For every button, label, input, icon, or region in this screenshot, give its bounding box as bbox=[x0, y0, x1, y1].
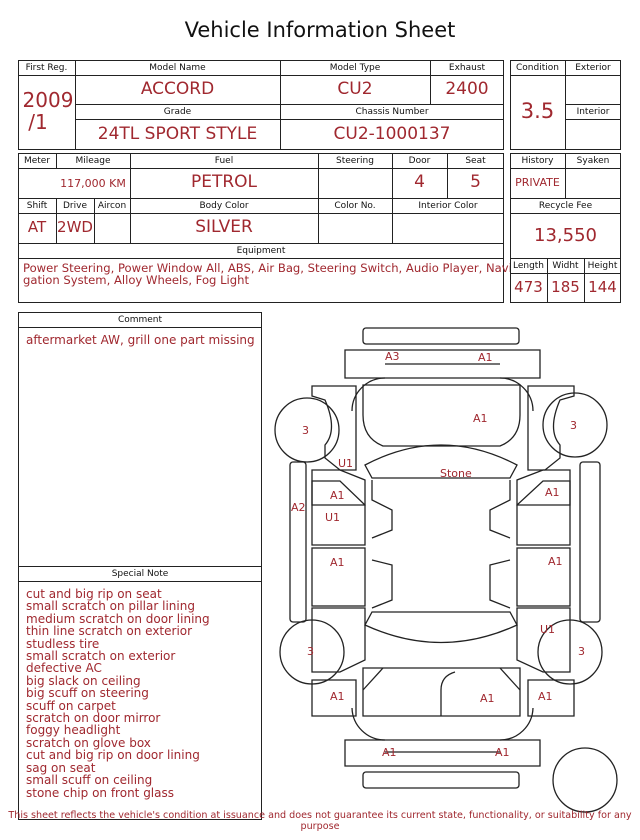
special-note-item: small scratch on pillar lining bbox=[26, 599, 195, 614]
rear-bumper-bar bbox=[363, 772, 519, 788]
mark-wheel-rl: 3 bbox=[307, 645, 314, 658]
first-reg-year: 2009 bbox=[22, 88, 74, 112]
color-no-label: Color No. bbox=[334, 201, 376, 211]
special-note-item: stone chip on front glass bbox=[26, 785, 175, 800]
car-diagram bbox=[270, 320, 640, 840]
chassis-label: Chassis Number bbox=[355, 107, 429, 117]
door-value: 4 bbox=[414, 172, 425, 192]
special-note-item: medium scratch on door lining bbox=[26, 611, 210, 626]
special-note-item: defective AC bbox=[26, 661, 102, 676]
recycle-fee-label: Recycle Fee bbox=[538, 201, 593, 211]
mark-quarter-right: U1 bbox=[540, 623, 556, 636]
mark-trunk: A1 bbox=[480, 692, 495, 705]
body-color-label: Body Color bbox=[199, 201, 249, 211]
mark-door-rr: A1 bbox=[548, 555, 563, 568]
special-note-item: small scratch on exterior bbox=[26, 649, 176, 664]
model-name-value: ACCORD bbox=[140, 79, 215, 99]
width-value: 185 bbox=[551, 278, 580, 296]
right-front-door bbox=[517, 481, 570, 545]
exhaust-label: Exhaust bbox=[448, 63, 486, 73]
chassis-value: CU2-1000137 bbox=[333, 124, 451, 144]
front-fender-right bbox=[528, 386, 574, 470]
seat-label: Seat bbox=[465, 156, 486, 166]
rear-bumper bbox=[345, 740, 540, 766]
mark-front-left: A3 bbox=[385, 350, 400, 363]
mileage-value: 117,000 KM bbox=[60, 177, 126, 190]
mark-wheel-fr: 3 bbox=[570, 419, 577, 432]
right-rear-quarter bbox=[517, 608, 570, 672]
equipment-line-1: Power Steering, Power Window All, ABS, Air Bag, Steering Switch, Audio Player, Navi bbox=[23, 261, 512, 275]
page-title: Vehicle Information Sheet bbox=[184, 18, 456, 42]
steering-label: Steering bbox=[336, 156, 374, 166]
door-label: Door bbox=[408, 156, 431, 166]
comment-text: aftermarket AW, grill one part missing bbox=[26, 333, 255, 347]
drive-label: Drive bbox=[63, 201, 87, 211]
mark-wheel-rr: 3 bbox=[578, 645, 585, 658]
body-color-value: SILVER bbox=[195, 217, 253, 237]
model-type-label: Model Type bbox=[329, 63, 381, 73]
exterior-label: Exterior bbox=[575, 63, 611, 73]
mark-front-right: A1 bbox=[478, 351, 493, 364]
fuel-label: Fuel bbox=[214, 156, 234, 166]
interior-color-label: Interior Color bbox=[418, 201, 478, 211]
special-note-list bbox=[26, 588, 210, 799]
comment-label: Comment bbox=[117, 315, 163, 325]
mark-hood: A1 bbox=[473, 412, 488, 425]
special-note-item: foggy headlight bbox=[26, 723, 121, 738]
special-note-label: Special Note bbox=[111, 569, 169, 579]
mark-door-fl-1: A1 bbox=[330, 489, 345, 502]
grade-label: Grade bbox=[163, 107, 192, 117]
drive-value: 2WD bbox=[57, 218, 93, 236]
hood bbox=[363, 385, 520, 446]
mark-door-rl: A1 bbox=[330, 556, 345, 569]
special-note-item: scratch on glove box bbox=[26, 735, 151, 750]
aircon-label: Aircon bbox=[97, 201, 127, 211]
condition-value: 3.5 bbox=[520, 99, 555, 123]
shift-value: AT bbox=[27, 218, 47, 236]
mark-windshield: Stone bbox=[440, 467, 472, 480]
first-reg-label: First Reg. bbox=[25, 63, 68, 73]
interior-label: Interior bbox=[576, 107, 610, 117]
history-value: PRIVATE bbox=[515, 176, 560, 189]
first-reg-month: /1 bbox=[28, 110, 48, 134]
special-note-item: scuff on carpet bbox=[26, 698, 116, 713]
mark-bumper-left: A1 bbox=[382, 746, 397, 759]
shift-label: Shift bbox=[26, 201, 48, 211]
exhaust-value: 2400 bbox=[445, 79, 489, 99]
special-note-item: small scuff on ceiling bbox=[26, 773, 153, 788]
grade-value: 24TL SPORT STYLE bbox=[97, 124, 258, 144]
left-rear-quarter bbox=[312, 608, 365, 672]
syaken-label: Syaken bbox=[576, 156, 610, 166]
width-label: Widht bbox=[552, 261, 579, 271]
special-note-item: thin line scratch on exterior bbox=[26, 624, 193, 639]
length-label: Length bbox=[512, 261, 545, 271]
model-type-value: CU2 bbox=[337, 79, 373, 99]
right-a-pillar bbox=[517, 470, 570, 505]
spare-tire bbox=[553, 748, 617, 812]
height-label: Height bbox=[587, 261, 618, 271]
equipment-line-2: gation System, Alloy Wheels, Fog Light bbox=[23, 273, 250, 287]
height-value: 144 bbox=[588, 278, 617, 296]
mark-fender-left: A2 bbox=[291, 501, 306, 514]
special-note-item: sag on seat bbox=[26, 760, 96, 775]
special-note-item: studless tire bbox=[26, 636, 100, 651]
special-note-item: cut and big rip on door lining bbox=[26, 748, 200, 763]
model-name-label: Model Name bbox=[149, 63, 206, 73]
front-bumper-bar bbox=[363, 328, 519, 344]
special-note-item: scratch on door mirror bbox=[26, 711, 161, 726]
special-note-item: big scuff on steering bbox=[26, 686, 149, 701]
condition-label: Condition bbox=[516, 63, 559, 73]
special-note-item: big slack on ceiling bbox=[26, 673, 141, 688]
fuel-value: PETROL bbox=[190, 172, 258, 192]
special-note-item: cut and big rip on seat bbox=[26, 587, 162, 601]
mark-rear-left: A1 bbox=[330, 690, 345, 703]
rear-window bbox=[365, 612, 517, 643]
meter-label: Meter bbox=[23, 156, 51, 166]
mark-door-fl-2: U1 bbox=[325, 511, 341, 524]
mark-door-fr: A1 bbox=[545, 486, 560, 499]
recycle-fee-value: 13,550 bbox=[534, 225, 597, 246]
mileage-label: Mileage bbox=[75, 156, 111, 166]
equipment-label: Equipment bbox=[236, 246, 286, 256]
history-label: History bbox=[521, 156, 554, 166]
mark-wheel-fl: 3 bbox=[302, 424, 309, 437]
seat-value: 5 bbox=[470, 172, 481, 192]
mark-pillar-left: U1 bbox=[338, 457, 354, 470]
length-value: 473 bbox=[514, 278, 543, 296]
mark-rear-right: A1 bbox=[538, 690, 553, 703]
footer-disclaimer: This sheet reflects the vehicle's condition at issuance and does not guarantee its current state, functionality, or suitability for any purpose bbox=[8, 810, 632, 832]
mark-bumper-right: A1 bbox=[495, 746, 510, 759]
